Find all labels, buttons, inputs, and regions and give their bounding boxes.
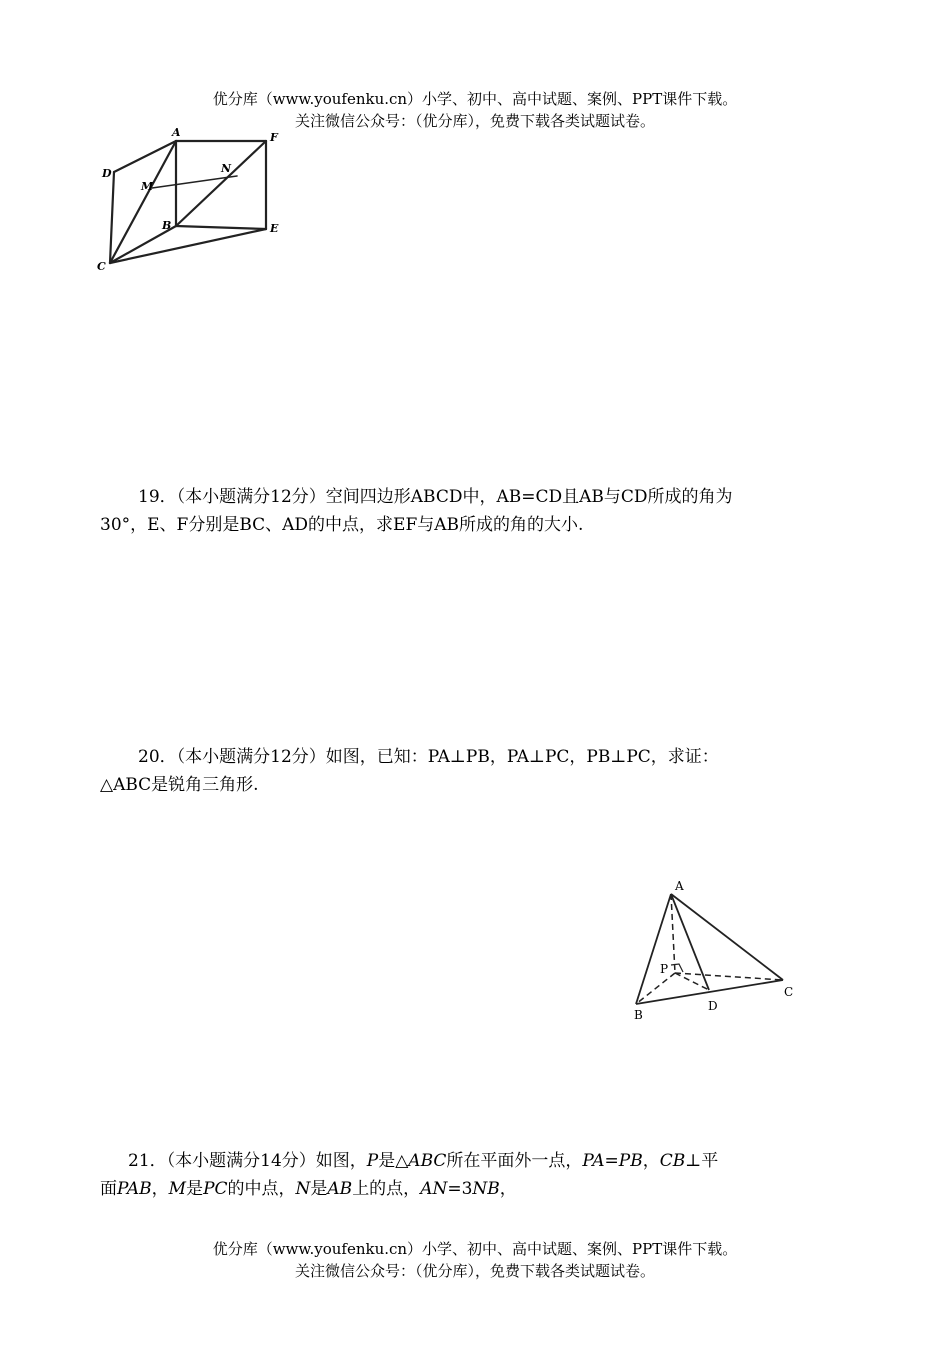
edge-AB [636,894,671,1004]
edge-BE [176,226,266,229]
q21-text: ， [642,1151,660,1171]
label-F: F [270,131,278,144]
q21-var-ABC: ABC [408,1151,447,1171]
q21-var-M: M [168,1179,187,1199]
q21-text: ⊥平 [685,1151,719,1171]
edge-PA [671,894,675,973]
right-angle-mark [671,964,683,972]
label-E: E [270,222,279,235]
q21-text: 面 [100,1179,117,1199]
q21-text: 是△ [378,1151,409,1171]
q20-line-2: △ABC是锐角三角形. [100,775,259,795]
q19-line-2: 30°，E、F分别是BC、AD的中点，求EF与AB所成的角的大小. [100,515,584,535]
header-line-1: 优分库（www.youfenku.cn）小学、初中、高中试题、案例、PPT课件下载。 [212,90,738,108]
q21-var-NB: NB [472,1179,500,1199]
q21-text: ， [151,1179,169,1199]
q21-var-CB: CB [659,1151,686,1171]
q21-line-1 [100,1148,898,1174]
label-A: A [675,879,684,893]
q21-text: =3 [447,1179,473,1199]
figure-prism [96,124,296,274]
label-P: P [660,962,669,976]
q21-text: 上的点， [352,1179,421,1199]
q21-var-PAB: PAB [117,1179,152,1199]
edge-CE [110,229,266,263]
label-B: B [634,1008,643,1022]
label-C: C [784,985,794,999]
q21-text: = [604,1151,619,1171]
label-N: N [221,162,232,175]
label-B: B [162,219,172,232]
q21-text: 是 [186,1179,204,1199]
q21-text: 是 [310,1179,328,1199]
q21-text: 21．（本小题满分14分）如图， [128,1151,367,1171]
label-M: M [141,180,154,193]
q21-var-N: N [295,1179,311,1199]
label-C: C [97,260,106,273]
q20-line-1: 20．（本小题满分12分）如图，已知：PA⊥PB，PA⊥PC，PB⊥PC，求证： [138,747,719,767]
q21-line-2 [100,1176,870,1202]
q19-line-1: 19．（本小题满分12分）空间四边形ABCD中，AB=CD且AB与CD所成的角为 [138,487,733,507]
header-line-2: 关注微信公众号：（优分库），免费下载各类试题试卷。 [294,112,655,130]
q21-text: 所在平面外一点， [446,1151,583,1171]
q21-var-AB: AB [327,1179,353,1199]
label-A: A [172,126,181,139]
segment-MN [152,176,237,188]
footer-line-2: 关注微信公众号：（优分库），免费下载各类试题试卷。 [294,1262,655,1280]
q21-var-AN: AN [420,1179,448,1199]
label-D: D [708,999,718,1013]
edge-DC [110,172,114,263]
figure-tetrahedron [628,876,808,1026]
edge-PC [675,973,783,980]
q21-var-PB: PB [618,1151,643,1171]
label-D: D [102,167,112,180]
footer-line-1: 优分库（www.youfenku.cn）小学、初中、高中试题、案例、PPT课件下载。 [212,1240,738,1258]
q21-text: ， [499,1179,517,1199]
q21-var-PA: PA [582,1151,605,1171]
q21-var-P: P [366,1151,379,1171]
q21-var-PC: PC [203,1179,228,1199]
q21-text: 的中点， [227,1179,296,1199]
